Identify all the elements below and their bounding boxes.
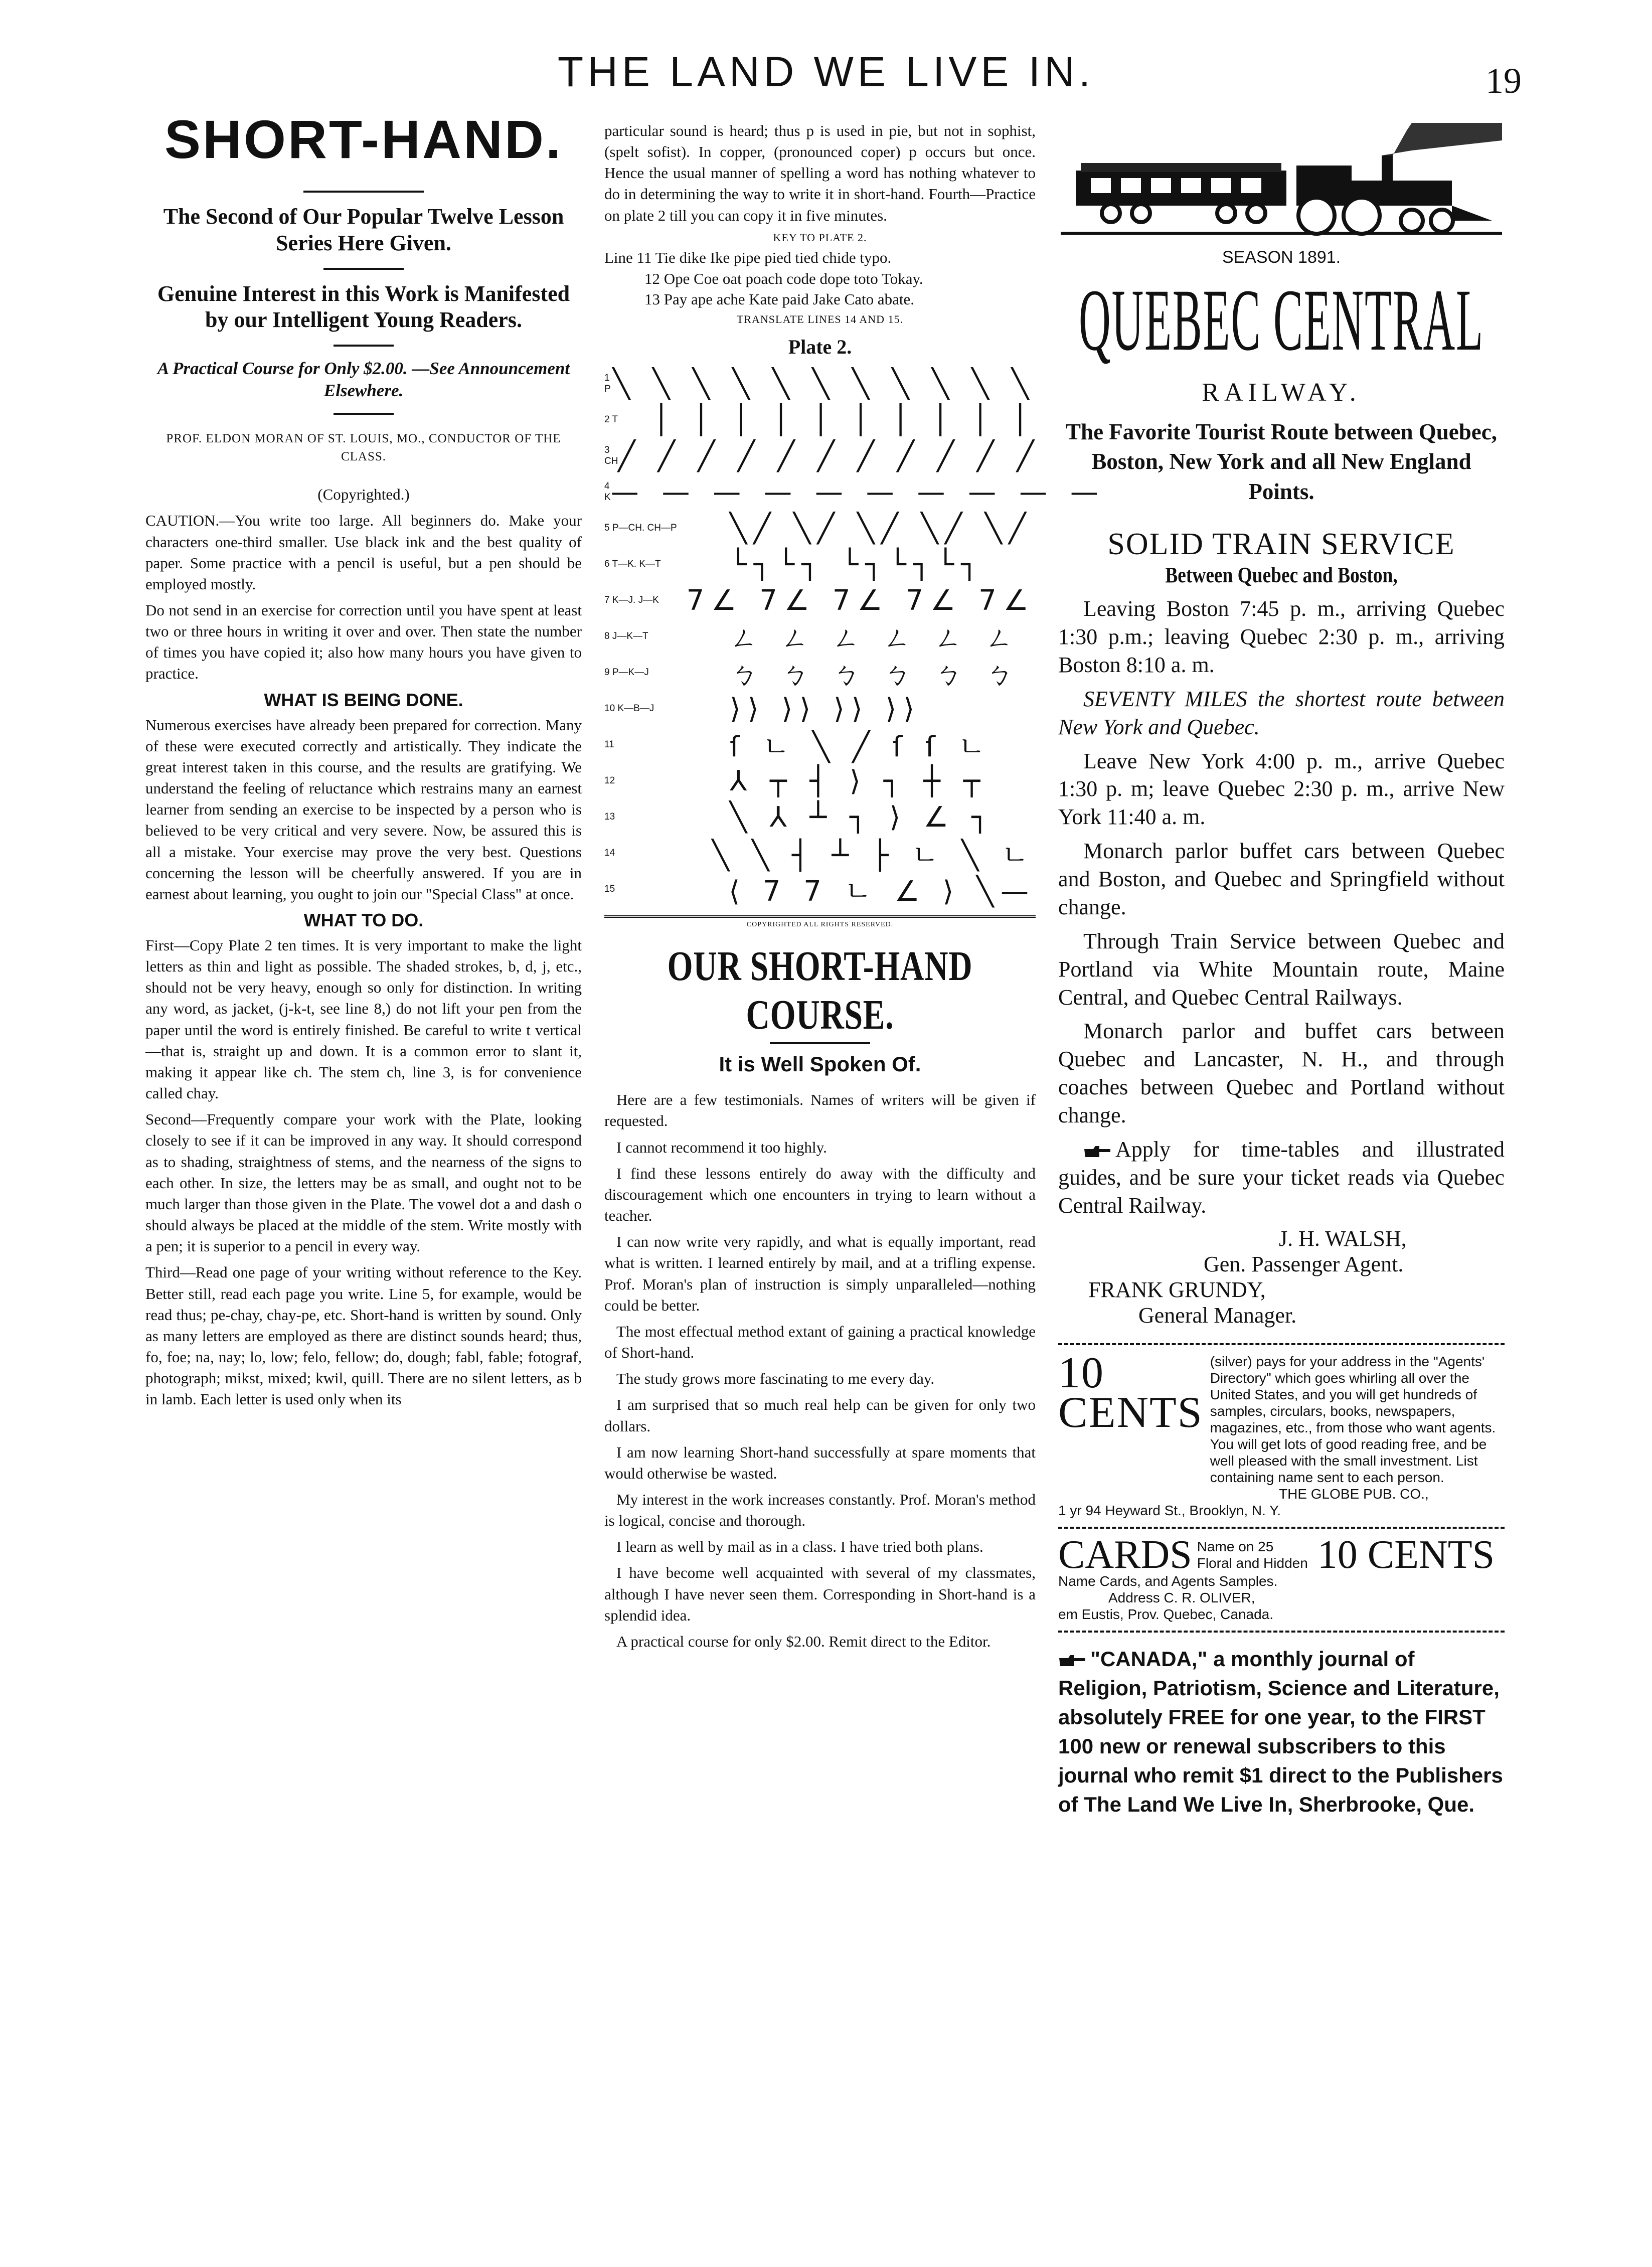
quebec-central-title: QUEBEC CENTRAL [1079, 271, 1484, 369]
testimonial: Here are a few testimonials. Names of writers will be given if requested. [604, 1091, 1036, 1130]
signature-walsh: J. H. WALSH, [1279, 1226, 1407, 1251]
course-title: OUR SHORT-HAND COURSE. [667, 943, 973, 1039]
season-label: SEASON 1891. [1222, 248, 1341, 267]
canada-journal-text: "CANADA," a monthly journal of Religion, Patriotism, Science and Literature, absolutely FREE for one year, to the FIRST 100 new or renewal subscribers to this journal who remit $1 direct to the Publishers of The Land We Live In, Sherbrooke, Que. [1058, 1647, 1503, 1816]
plate-row-label: 13 [604, 812, 615, 823]
column-shorthand-lesson [145, 108, 582, 1415]
pointing-hand-icon [1083, 1145, 1111, 1158]
plate-row [604, 691, 1036, 727]
testimonial: The study grows more fascinating to me every day. [616, 1370, 935, 1388]
shorthand-masthead: SHORT-HAND. [164, 109, 563, 170]
testimonial: I am surprised that so much real help can be given for only two dollars. [604, 1396, 1036, 1435]
portland-service-note: Through Train Service between Quebec and Portland via White Mountain route, Maine Central, and Quebec Central Railways. [1058, 928, 1505, 1010]
divider [334, 413, 394, 415]
parlor-cars-note: Monarch parlor buffet cars between Quebec and Boston, and Quebec and Springfield without change. [1058, 839, 1505, 919]
plate-row-strokes: 7∠ 7∠ 7∠ 7∠ 7∠ [686, 584, 1036, 617]
cards-line: Name Cards, and Agents Samples. [1058, 1573, 1278, 1589]
plate-row-label: 5 P—CH. CH—P [604, 523, 677, 534]
plate-row-strokes: ╲ ╲ ┤ ┴ ├ ㄴ ╲ ㄴ [712, 839, 1036, 872]
plate-row-label: 15 [604, 884, 615, 895]
plate-row-label: 12 [604, 775, 615, 786]
testimonial: I find these lessons entirely do away with the difficulty and discouragement which one encounters in trying to learn without a teacher. [604, 1164, 1036, 1225]
testimonial: I have become well acquainted with several of my classmates, although I have never seen them. Corresponding in Short-hand is a splendid idea. [604, 1564, 1036, 1624]
schedule-new-york: Leave New York 4:00 p. m., arrive Quebec 1:30 p. m; leave Quebec 2:30 p. m., arrive New York 11:40 a. m. [1058, 748, 1505, 830]
plate-row-strokes: ⟩⟩ ⟩⟩ ⟩⟩ ⟩⟩ [730, 692, 922, 725]
ten-cents-heading: 10 CENTS [1058, 1348, 1203, 1437]
first-instruction: First—Copy Plate 2 ten times. It is very important to make the light letters as thin and light as possible. The shaded strokes, b, d, j, etc., should not be very heavy, enough so only for distinction. In writing any word, as jacket, (j-k-t, see line 8,) do not lift your pen from the paper until the word is entirely finished. Be careful to write t vertical—that is, straight up and down. It is a common error to slant it, making it appear like ch. The stem ch, line 3, is for convenience called chay. [145, 936, 582, 1102]
cards-ad [1058, 1532, 1505, 1577]
testimonial: I am now learning Short-hand successfully at spare moments that would otherwise be wasted. [604, 1443, 1036, 1482]
shorthand-plate [604, 366, 1105, 908]
column-railway-ad [1058, 120, 1505, 1819]
divider [1058, 1343, 1505, 1345]
plate-row-strokes: ſ ㄴ ╲ ╱ ſ ſ ㄴ [730, 731, 993, 764]
agents-directory-ad [1058, 1348, 1505, 1486]
divider [303, 191, 424, 193]
divider [323, 268, 404, 270]
lesson-subhead: The Second of Our Popular Twelve Lesson Series Here Given. [163, 204, 564, 255]
plate-row [604, 582, 1036, 618]
interest-subhead: Genuine Interest in this Work is Manifested by our Intelligent Young Readers. [157, 281, 570, 333]
plate-row [604, 655, 1036, 691]
plate-row-strokes: ╲╱ ╲╱ ╲╱ ╲╱ ╲╱ [730, 512, 1033, 545]
copyright-note: (Copyrighted.) [317, 485, 410, 504]
well-spoken-heading: It is Well Spoken Of. [719, 1052, 921, 1076]
continued-paragraph: particular sound is heard; thus p is used in pie, but not in sophist, (spelt sofist). In copper, (pronounced coper) p occurs but once. Hence the usual manner of spelling a word has nothing whatever to do in determining the way to write it in short-hand. Fourth—Practice on plate 2 till you can copy it in five minutes. [604, 122, 1036, 224]
testimonial: I learn as well by mail as in a class. I have tried both plans. [616, 1538, 983, 1556]
plate-row [604, 763, 1036, 799]
section-heading-to-do: WHAT TO DO. [303, 910, 424, 930]
plate-row-label: 11 [604, 739, 614, 750]
signature-grundy: FRANK GRUNDY, [1088, 1277, 1266, 1302]
globe-address: 1 yr 94 Heyward St., Brooklyn, N. Y. [1058, 1502, 1281, 1518]
plate-row-strokes: ⅄ ┬ ┤ ⟩ ┐ ┼ ┬ [730, 764, 987, 797]
schedule-boston: Leaving Boston 7:45 p. m., arriving Quebec 1:30 p.m.; leaving Quebec 2:30 p. m., arriving Boston 8:10 a. m. [1058, 596, 1505, 677]
tourist-route-blurb: The Favorite Tourist Route between Quebec, Boston, New York and all New England Points. [1066, 419, 1497, 504]
locomotive-illustration [1061, 120, 1502, 246]
cards-address: Address C. R. OLIVER, [1108, 1589, 1255, 1605]
cards-price: 10 CENTS [1317, 1532, 1495, 1577]
globe-publisher: THE GLOBE PUB. CO., [1279, 1486, 1429, 1502]
plate-row [604, 366, 1036, 402]
plate-row-strokes: ╲ ╲ ╲ ╲ ╲ ╲ ╲ ╲ ╲ ╲ ╲ [613, 367, 1036, 400]
plate-row-label: 3 CH [604, 445, 618, 467]
agents-directory-text: (silver) pays for your address in the "Agents' Directory" which goes whirling all over the United States, and you will get hundreds of samples, circulars, books, newspapers, magazines, etc., from those who want agents. You will get lots of good reading free, and be well pleased with the small investment. List containing name sent to each person. [1210, 1353, 1496, 1485]
divider [770, 1042, 870, 1044]
key-line: Line 11 Tie dike Ike pipe pied tied chide typo. [604, 248, 892, 266]
cards-address-2: em Eustis, Prov. Quebec, Canada. [1058, 1606, 1274, 1622]
plate-row-strokes: ⟨ 7 7 ㄴ ∠ ⟩ ╲— [729, 875, 1036, 908]
testimonial: My interest in the work increases constantly. Prof. Moran's method is logical, concise and thorough. [604, 1490, 1036, 1530]
plate-row [604, 438, 1041, 474]
plate-row-strokes: ╲ ⅄ ┴ ┐ ⟩ ∠ ┐ [730, 800, 996, 834]
column-plate [604, 120, 1105, 1657]
course-offer: A Practical Course for Only $2.00. —See Announcement Elsewhere. [157, 359, 570, 400]
plate-title: Plate 2. [788, 336, 852, 359]
signature-walsh-title: Gen. Passenger Agent. [1204, 1251, 1404, 1276]
plate-row-label: 2 T [604, 414, 618, 425]
plate-row-strokes: — — — — — — — — — — [610, 475, 1105, 509]
plate-row-label: 6 T—K. K—T [604, 559, 661, 570]
being-done-paragraph: Numerous exercises have already been prepared for correction. Many of these were executed correctly and artistically. They indicate the great interest taken in this course, and the results are gratifying. We understand the feeling of reluctance which restrains many an earnest learner from sending an exercise to be inspected by a person who is believed to be very critical and very severe. Now, be assured this is all a mistake. Your exercise may prove the very best. Questions concerning the lesson will be cheerfully answered. If you are in earnest about learning, you ought to join our "Special Class" at once. [145, 716, 582, 903]
plate-row-strokes: │ │ │ │ │ │ │ │ │ │ [652, 403, 1036, 436]
timetable-text: Apply for time-tables and illustrated guides, and be sure your ticket reads via Quebec Central Railway. [1058, 1137, 1505, 1218]
plate-row-strokes: └┐└┐ └┐└┐└┐ [730, 548, 985, 581]
key-line: 12 Ope Coe oat poach code dope toto Tokay. [644, 269, 923, 287]
between-subheading: Between Quebec and Boston, [1165, 563, 1398, 588]
testimonial: The most effectual method extant of gaining a practical knowledge of Short-hand. [604, 1322, 1036, 1362]
page-number: 19 [1485, 61, 1522, 101]
third-instruction: Third—Read one page of your writing without reference to the Key. Better still, read each page you write. Line 5, for example, would be read thus; pe-chay, chay-pe, etc. Short-hand is written by sound. Only as many letters are employed as there are distinct sounds heard; thus, fo, foe; na, nay; lo, low; felo, fellow; do, dough; fabl, fable; fotograf, photograph; mikst, mixed; kwil, quill. There are no silent letters, as b in lamb. Each letter is used only when its [145, 1263, 582, 1408]
seventy-miles-note: SEVENTY MILES the shortest route between New York and Quebec. [1058, 686, 1505, 739]
solid-train-heading: SOLID TRAIN SERVICE [1107, 527, 1455, 562]
plate-row-label: 14 [604, 848, 615, 859]
translate-note: TRANSLATE LINES 14 AND 15. [736, 313, 904, 326]
plate-row [604, 546, 1036, 582]
key-line: 13 Pay ape ache Kate paid Jake Cato abate. [644, 290, 914, 308]
plate-row [604, 727, 1036, 763]
plate-row [604, 402, 1036, 438]
cards-heading: CARDS [1058, 1532, 1192, 1577]
plate-row [604, 799, 1036, 835]
railway-label: RAILWAY. [1202, 378, 1361, 407]
timetable-note [1058, 1136, 1505, 1220]
caution-paragraph: CAUTION.—You write too large. All beginners do. Make your characters one-third smaller. Use black ink and the best quality of paper. Some practice with a pencil is useful, but a pen should be employed mostly. [145, 512, 582, 593]
testimonials-list [604, 1089, 1036, 1652]
plate-row [604, 871, 1036, 907]
testimonial: I cannot recommend it too highly. [616, 1138, 827, 1156]
signature-grundy-title: General Manager. [1138, 1303, 1297, 1328]
plate-row-label: 9 P—K—J [604, 667, 649, 678]
divider [1058, 1527, 1505, 1529]
plate-row [604, 618, 1036, 655]
cards-description: Name on 25 Floral and Hidden [1197, 1538, 1308, 1571]
key-title: KEY TO PLATE 2. [773, 231, 867, 244]
plate-row-label: 4 K [604, 481, 611, 503]
plate-row-label: 1 P [604, 373, 611, 395]
testimonial: A practical course for only $2.00. Remit direct to the Editor. [616, 1632, 991, 1650]
canada-journal-ad [1058, 1645, 1505, 1819]
exercise-paragraph: Do not send in an exercise for correction until you have spent at least two or three hours in writing it over and over. Then state the number of times you have copied it; also how many hours you have given to practice. [145, 601, 582, 683]
plate-row-label: 10 K—B—J [604, 703, 654, 714]
plate-row [604, 835, 1036, 871]
pointing-hand-icon [1058, 1654, 1086, 1667]
plate-row-strokes: ㄅ ㄅ ㄅ ㄅ ㄅ ㄅ [730, 659, 1021, 692]
plate-row-label: 7 K—J. J—K [604, 595, 659, 606]
plate-row-strokes: ㄥ ㄥ ㄥ ㄥ ㄥ ㄥ [730, 622, 1021, 656]
plate-row-strokes: ╱ ╱ ╱ ╱ ╱ ╱ ╱ ╱ ╱ ╱ ╱ [618, 439, 1041, 472]
plate-row [604, 474, 1105, 510]
plate-row-label: 8 J—K—T [604, 631, 648, 642]
divider [334, 345, 394, 347]
page-header-title: THE LAND WE LIVE IN. [557, 48, 1095, 95]
professor-credit: PROF. ELDON MORAN OF ST. LOUIS, MO., CONDUCTOR OF THE CLASS. [166, 431, 561, 463]
plate-copyright: COPYRIGHTED ALL RIGHTS RESERVED. [604, 915, 1036, 929]
section-heading-being-done: WHAT IS BEING DONE. [264, 689, 463, 710]
testimonial: I can now write very rapidly, and what is equally important, read what is written. I learned entirely by mail, and at a trifling expense. Prof. Moran's plan of instruction is simply unparalleled—nothing could be better. [604, 1233, 1036, 1314]
divider [1058, 1631, 1505, 1633]
second-instruction: Second—Frequently compare your work with the Plate, looking closely to see if it can be improved in any way. It should correspond as to shading, straightness of stems, and the nearness of the signs to each other. In size, the letters may be as small, and ought not to be much larger than those given in the Plate. The vowel dot a and dash o should always be placed at the middle of the stem. Write mostly with a pen; it is superior to a pencil in every way. [145, 1110, 582, 1255]
plate-row [604, 510, 1036, 546]
lancaster-service-note: Monarch parlor and buffet cars between Quebec and Lancaster, N. H., and through coaches between Quebec and Portland without change. [1058, 1019, 1505, 1128]
